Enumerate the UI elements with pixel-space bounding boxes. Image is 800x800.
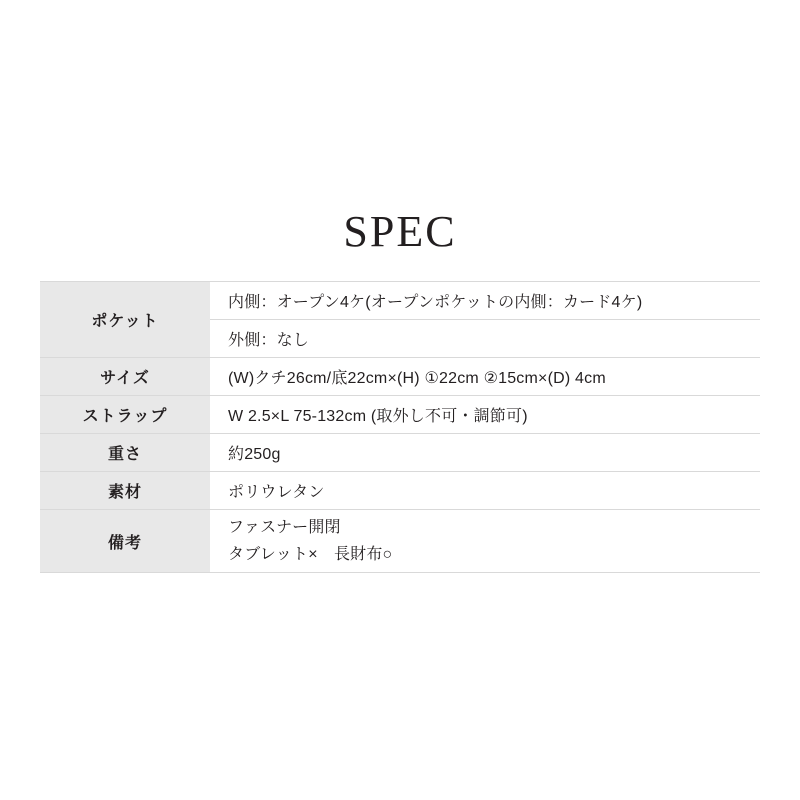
table-row	[40, 510, 760, 573]
table-row	[40, 434, 760, 472]
spec-label-pocket: ポケット	[40, 282, 210, 358]
spec-value-size: (W)クチ26cm/底22cm×(H) ①22cm ②15cm×(D) 4cm	[210, 358, 760, 396]
spec-value-notes-line-2: タブレット× 長財布○	[228, 546, 393, 563]
spec-value-pocket-inner: 内側：オープン4ケ(オープンポケットの内側：カード4ケ)	[210, 282, 760, 320]
page-title: SPEC	[343, 207, 457, 256]
spec-label-strap: ストラップ	[40, 396, 210, 434]
spec-label-weight: 重さ	[40, 434, 210, 472]
table-row	[40, 396, 760, 434]
spec-value-notes	[210, 510, 760, 573]
spec-table	[40, 281, 760, 573]
spec-value-material: ポリウレタン	[210, 472, 760, 510]
spec-label-material: 素材	[40, 472, 210, 510]
table-row	[40, 472, 760, 510]
spec-value-weight: 約250g	[210, 434, 760, 472]
spec-label-notes: 備考	[40, 510, 210, 573]
spec-value-pocket-outer: 外側：なし	[210, 320, 760, 358]
table-row	[40, 358, 760, 396]
table-row	[40, 282, 760, 320]
spec-value-notes-line-1: ファスナー開閉	[228, 519, 341, 536]
spec-value-strap: W 2.5×L 75-132cm (取外し不可・調節可)	[210, 396, 760, 434]
spec-label-size: サイズ	[40, 358, 210, 396]
